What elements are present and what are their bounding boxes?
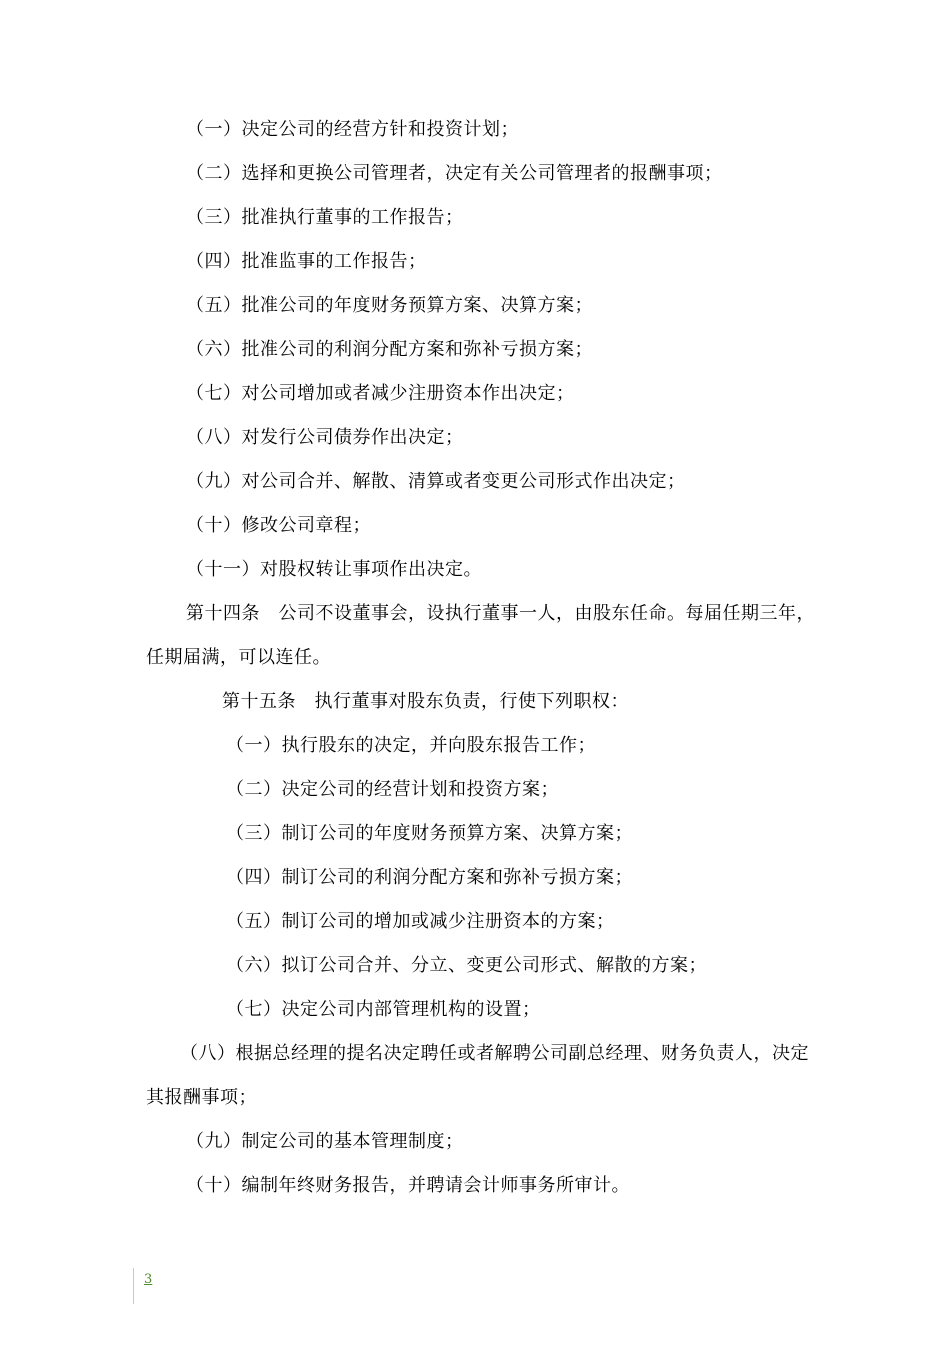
footer-divider [133,1268,134,1304]
list-item: （二）决定公司的经营计划和投资方案； [226,779,559,800]
list-item: （五）批准公司的年度财务预算方案、决算方案； [186,295,593,316]
list-item: （九）制定公司的基本管理制度； [186,1131,464,1152]
list-item: （六）批准公司的利润分配方案和弥补亏损方案； [186,339,593,360]
page-number: 3 [144,1272,153,1287]
list-item: （一）决定公司的经营方针和投资计划； [186,119,519,140]
list-item: （十一）对股权转让事项作出决定。 [186,559,482,580]
list-item: （一）执行股东的决定，并向股东报告工作； [226,735,596,756]
list-item: （六）拟订公司合并、分立、变更公司形式、解散的方案； [226,955,707,976]
list-item: （九）对公司合并、解散、清算或者变更公司形式作出决定； [186,471,686,492]
list-item: （七）对公司增加或者减少注册资本作出决定； [186,383,575,404]
article-15-item-8-line-1: （八）根据总经理的提名决定聘任或者解聘公司副总经理、财务负责人，决定 [180,1043,809,1064]
list-item: （八）对发行公司债券作出决定； [186,427,464,448]
list-item: （十）编制年终财务报告，并聘请会计师事务所审计。 [186,1175,630,1196]
list-item: （二）选择和更换公司管理者，决定有关公司管理者的报酬事项； [186,163,723,184]
article-14-line-2: 任期届满，可以连任。 [146,647,331,668]
article-14-line-1: 第十四条 公司不设董事会，设执行董事一人，由股东任命。每届任期三年， [186,603,815,624]
article-15-heading: 第十五条 执行董事对股东负责，行使下列职权： [222,691,629,712]
article-15-item-8-line-2: 其报酬事项； [146,1087,257,1108]
list-item: （四）制订公司的利润分配方案和弥补亏损方案； [226,867,633,888]
list-item: （七）决定公司内部管理机构的设置； [226,999,541,1020]
list-item: （十）修改公司章程； [186,515,371,536]
list-item: （四）批准监事的工作报告； [186,251,427,272]
list-item: （五）制订公司的增加或减少注册资本的方案； [226,911,615,932]
list-item: （三）批准执行董事的工作报告； [186,207,464,228]
list-item: （三）制订公司的年度财务预算方案、决算方案； [226,823,633,844]
